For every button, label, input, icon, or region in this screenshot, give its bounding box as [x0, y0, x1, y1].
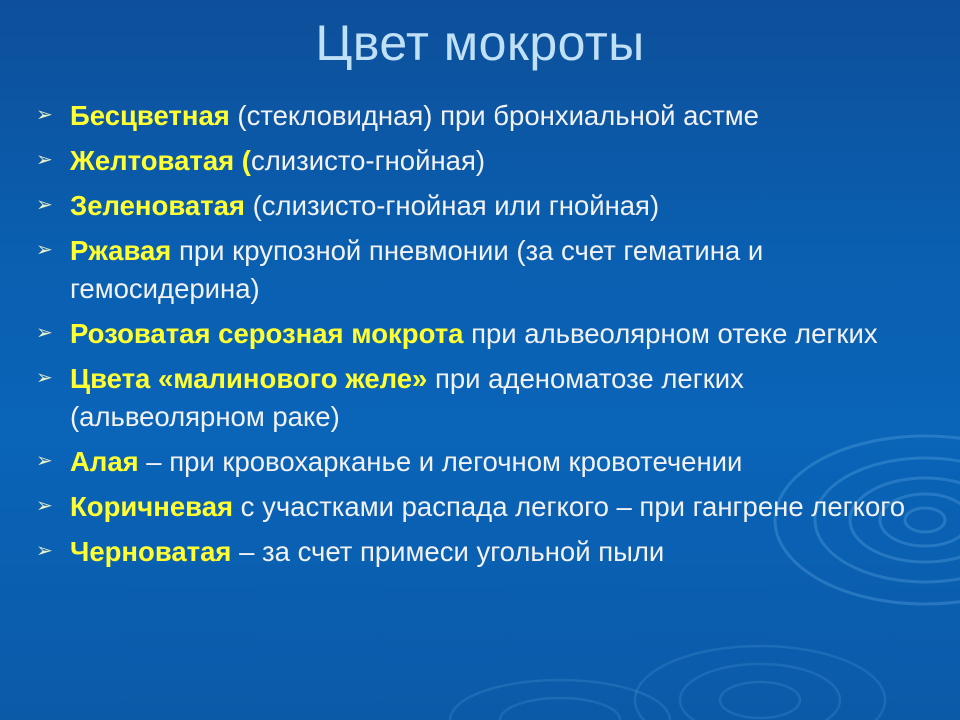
item-keyword: Цвета «малинового желе»	[70, 363, 428, 394]
arrowhead-bullet-icon: ➢	[36, 495, 53, 517]
arrowhead-bullet-icon: ➢	[36, 104, 53, 126]
arrowhead-bullet-icon: ➢	[36, 239, 53, 261]
item-description: (стекловидная) при бронхиальной астме	[229, 100, 759, 131]
item-keyword: Желтоватая (	[70, 145, 251, 176]
list-item	[36, 232, 946, 308]
item-description: при крупозной пневмонии (за счет гематина и гемосидерина)	[70, 235, 764, 304]
list-item	[36, 142, 946, 180]
arrowhead-bullet-icon: ➢	[36, 322, 53, 344]
item-description: слизисто-гнойная)	[250, 145, 485, 176]
item-keyword: Алая	[70, 446, 139, 477]
list-item	[36, 187, 946, 225]
item-description: – при кровохарканье и легочном кровотечении	[138, 446, 743, 477]
arrowhead-bullet-icon: ➢	[36, 149, 53, 171]
arrowhead-bullet-icon: ➢	[36, 194, 53, 216]
slide-title: Цвет мокроты	[315, 15, 645, 71]
bullet-list	[36, 97, 946, 578]
item-keyword: Бесцветная	[70, 100, 230, 131]
item-keyword: Ржавая	[70, 235, 172, 266]
list-item	[36, 97, 946, 135]
item-description: – за счет примеси угольной пыли	[231, 536, 665, 567]
item-keyword: Черноватая	[70, 536, 232, 567]
list-item	[36, 360, 946, 436]
item-description: при альвеолярном отеке легких	[463, 318, 878, 349]
list-item	[36, 315, 946, 353]
list-item	[36, 488, 946, 526]
item-description: с участками распада легкого – при гангрене легкого	[233, 491, 905, 522]
arrowhead-bullet-icon: ➢	[36, 450, 53, 472]
arrowhead-bullet-icon: ➢	[36, 540, 53, 562]
item-description: при аденоматозе легких (альвеолярном раке)	[70, 363, 744, 432]
item-keyword: Коричневая	[70, 491, 234, 522]
item-description: (слизисто-гнойная или гнойная)	[244, 190, 660, 221]
arrowhead-bullet-icon: ➢	[36, 367, 53, 389]
item-keyword: Зеленоватая	[70, 190, 245, 221]
list-item	[36, 443, 946, 481]
item-keyword: Розоватая серозная мокрота	[70, 318, 464, 349]
list-item	[36, 533, 946, 571]
